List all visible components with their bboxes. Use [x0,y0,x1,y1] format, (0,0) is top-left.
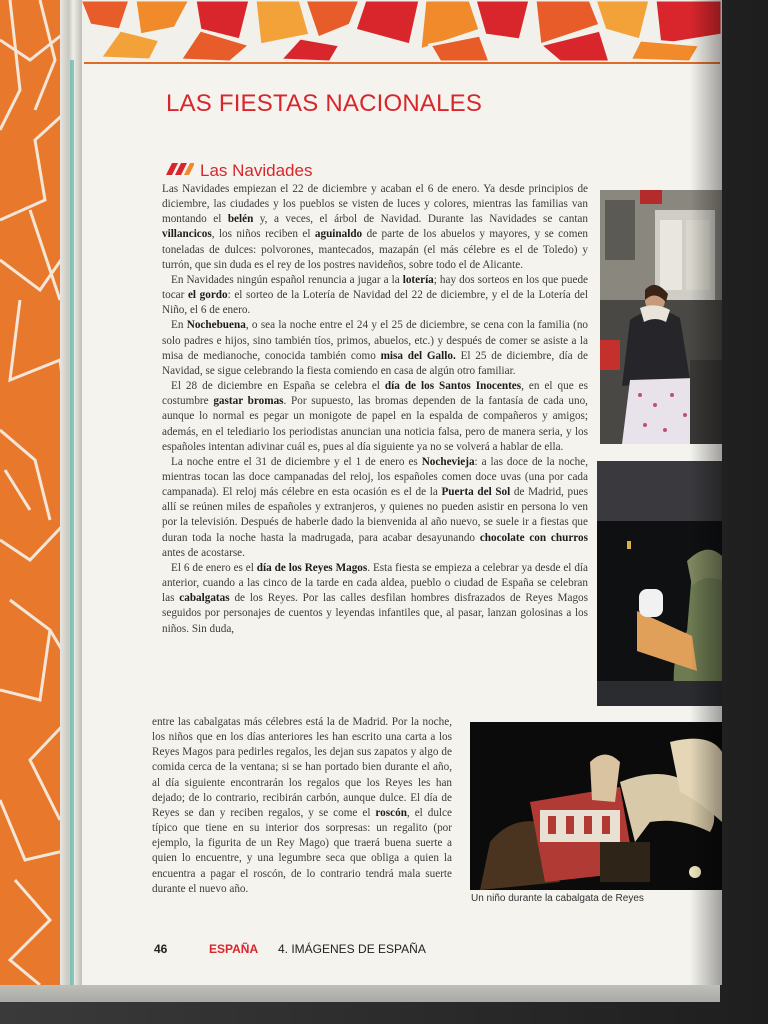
bold-term: día de los Reyes Magos [256,561,368,574]
bold-term: día de los Santos Inocentes [384,380,522,393]
paragraph-continuation [152,715,452,897]
flag-stripes-icon [166,163,194,175]
paragraph [162,561,588,637]
bold-term: misa del Gallo. [380,349,456,362]
text-run: En [171,319,187,332]
paragraph [162,182,588,273]
bold-term: Nochebuena [186,319,246,332]
text-run: El 25 de diciembre, día de Navidad, se sigue celebrando la fiesta comiendo en casa de algún otro familiar. [162,349,588,377]
page-gutter-shadow [690,0,722,985]
photo-caption: Un niño durante la cabalgata de Reyes [471,893,644,904]
section-heading [166,161,312,181]
text-run: La noche entre el 31 de diciembre y el 1 de enero es [171,455,422,468]
text-run: , los niños reciben el [211,228,315,241]
paragraph [162,318,588,379]
text-run: En Navidades ningún español renuncia a jugar a la [171,273,403,286]
page-title: LAS FIESTAS NACIONALES [166,90,483,117]
text-run: de Madrid, pues allí se reúnen miles de españoles y extranjeros, y quienes no pueden asistir en persona lo ven por la televisión. Después de haberle dado la bienvenida al año nuevo, se suele ir a fiestas que duran toda la noche hasta la madrugada, para acabar desayunando [162,486,588,544]
bold-term: Nochevieja [421,455,475,468]
text-run: , en el que es costumbre [162,380,588,408]
text-run: . Por supuesto, las bromas dependen de la fantasía de cada uno, aunque lo normal es pegar un monigote de papel en la espalda de compañeros y amigos; además, en el telediario los periodistas anuncian una noticia falsa, pero de manera seria, y los españoles intentan adivinar cuál es, pues al día siguiente ya no se volverá a hablar de ella. [162,395,588,453]
paragraph [162,455,588,561]
paragraph [162,379,588,455]
text-run: y, a veces, el árbol de Navidad. Durante las Navidades se cantan [253,213,588,226]
bold-term: cabalgatas [179,592,230,605]
text-run: antes de acostarse. [162,546,245,559]
text-run: , el dulce típico que tiene en su interior dos sorpresas: un regalito (por ejemplo, la figurita de un Rey Mago) que traerá buena suerte a quien lo encuentre, y una legumbre seca que obliga a quien la encuentra a pagar el roscón, de lo contrario tendrá mala suerte durante el nuevo año. [152,806,452,895]
text-run: ; hay dos sorteos en los que puede tocar [162,273,588,302]
page-edge-accent [70,60,74,985]
text-run: : a las doce de la noche, mientras tocan las doce campanadas del reloj, los españoles comen doce uvas (una por cada campanada). El reloj más célebre en esta ocasión es el de la [162,455,588,499]
cabalgata-camel-photo [470,722,722,890]
text-run: . Esta fiesta se empieza a celebrar ya desde el día anterior, cuando a las cinco de la tarde en cada aldea, pueblo o ciudad de España se celebran las [162,561,588,605]
bold-term: chocolate con churros [479,531,588,544]
footer-chapter: 4. IMÁGENES DE ESPAÑA [278,942,426,956]
bold-term: belén [227,213,254,226]
bold-term: Puerta del Sol [441,486,511,499]
text-run: , o sea la noche entre el 24 y el 25 de diciembre, se cena con la familia (no solo padres e hijos, sino también tíos, primos, abuelos, etc.) y después de comer se asiste a la misa de medianoche, conocida también como [162,319,589,362]
text-run: : el sorteo de la Lotería de Navidad del 22 de diciembre, y el de la Lotería del Niño, el 6 de enero. [162,289,589,317]
page-number: 46 [154,942,168,956]
mosaic-header-pattern [0,0,722,64]
header-rule [84,62,720,64]
bold-term: el gordo [187,289,228,302]
text-run: El 6 de enero es el [171,561,257,574]
article-column-main [162,182,588,637]
text-run: Las Navidades empiezan el 22 de diciembre y acaban el 6 de enero. Ya desde principios de diciembre, las ciudades y los pueblos se visten de luces y colores, mientras las familias van montando el [162,183,588,226]
text-run: de parte de los abuelos y mayores, y se comen toneladas de dulces: polvorones, mantecados, mazapán (el más célebre es el de Toledo) y turrón, que sin duda es el rey de los postres navideños, sobre todo el de Alicante. [162,228,589,271]
section-title: Las Navidades [200,161,313,180]
text-run: entre las cabalgatas más célebres está la de Madrid. Por la noche, los niños que en los días anteriores les han escrito una carta a los Reyes Magos para pedirles regalos, les dejan sus zapatos y algo de comida cerca de la ventana; si se han portado bien durante el año, al día siguiente encontrarán los regalos que los Reyes les han dejado; de lo contrario, recibirán carbón, aunque dulce. El día de Reyes se dan y reciben regalos, y se come el [152,716,452,819]
article-column-continuation [152,715,452,897]
footer-section: ESPAÑA [209,942,259,956]
bold-term: aguinaldo [314,228,363,241]
mosaic-side-pattern [0,0,68,985]
text-run: de los Reyes. Por las calles desfilan hombres disfrazados de Reyes Magos seguidos por personajes de cuentos y leyendas infantiles que, al pasar, lanzan golosinas a los niños. Sin duda, [162,592,588,635]
bold-term: lotería [402,273,434,286]
bold-term: villancicos [162,228,212,241]
bold-term: gastar bromas [213,395,284,408]
bold-term: roscón [375,806,407,819]
paragraph [162,273,588,318]
text-run: El 28 de diciembre en España se celebra el [171,380,385,393]
